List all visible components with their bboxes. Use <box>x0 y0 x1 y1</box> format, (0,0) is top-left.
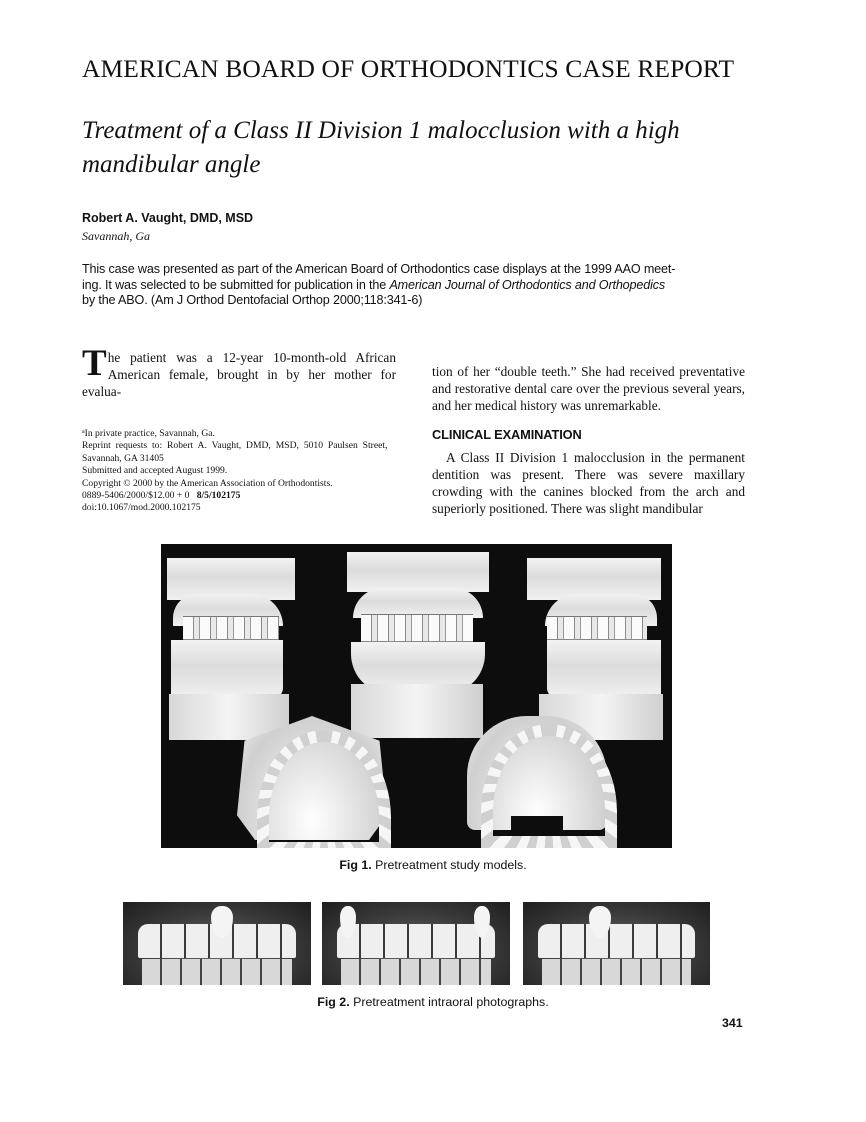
upper-teeth <box>337 924 495 958</box>
footnote-submitted: Submitted and accepted August 1999. <box>82 465 228 477</box>
footnotes <box>82 426 398 515</box>
right-buccal-photo <box>123 902 311 985</box>
journal-name: American Journal of Orthodontics and Orthopedics <box>389 277 666 292</box>
footnote-issn: 0889-5406/2000/$12.00 + 0 8/5/102175 <box>82 490 241 502</box>
figure-1-study-models <box>161 544 672 848</box>
drop-cap: T <box>82 343 107 384</box>
continuation-paragraph: tion of her “double teeth.” She had received preventative and restorative dental care over the previous several years, and her medical history was unremarkable. <box>432 364 745 413</box>
lower-teeth <box>341 959 491 985</box>
footnote-reprint-line-1: Reprint requests to: Robert A. Vaught, DMD, MSD, 5010 Paulsen Street, <box>82 440 388 452</box>
frontal-photo <box>322 902 510 985</box>
figure-1-caption: Fig 1. Pretreatment study models. <box>339 858 527 872</box>
right-column-text <box>432 363 745 517</box>
footnote-reprint-line-2: Savannah, GA 31405 <box>82 452 164 464</box>
author-name: Robert A. Vaught, DMD, MSD <box>82 211 254 225</box>
upper-teeth <box>538 924 695 958</box>
abstract <box>82 262 722 309</box>
abstract-line-2: ing. It was selected to be submitted for publication in the American Journal of Orthodontics and Orthopedics <box>82 277 666 292</box>
footnote-doi: doi:10.1067/mod.2000.102175 <box>82 502 201 514</box>
footnote-copyright: Copyright © 2000 by the American Association of Orthodontists. <box>82 477 333 489</box>
abstract-line-1: This case was presented as part of the American Board of Orthodontics case displays at the 1999 AAO meet- <box>82 262 676 276</box>
clinical-examination-paragraph: A Class II Division 1 malocclusion in the permanent dentition was present. There was severe maxillary crowding with the canines blocked from the arch and superiorly positioned. There was slight mandibular <box>432 450 745 516</box>
author-location: Savannah, Ga <box>82 229 150 243</box>
article-title-line-1: Treatment of a Class II Division 1 malocclusion with a high <box>82 117 680 144</box>
abstract-line-3: by the ABO. (Am J Orthod Dentofacial Orthop 2000;118:341-6) <box>82 293 423 307</box>
journal-section-header: AMERICAN BOARD OF ORTHODONTICS CASE REPORT <box>82 54 735 83</box>
section-heading-clinical-examination: CLINICAL EXAMINATION <box>432 427 582 442</box>
article-title-line-2: mandibular angle <box>82 151 261 178</box>
footnote-affiliation: $^a$In private practice, Savannah, Ga. <box>82 428 215 439</box>
figure-2-caption: Fig 2. Pretreatment intraoral photographs. <box>317 995 549 1009</box>
left-column-text <box>82 343 396 400</box>
intro-paragraph: he patient was a 12-year 10-month-old African American female, brought in by her mother for evalua- <box>82 350 396 399</box>
article-title <box>82 114 742 182</box>
left-buccal-photo <box>523 902 710 985</box>
page-number: 341 <box>722 1016 743 1030</box>
lower-teeth <box>142 959 292 985</box>
lower-teeth <box>542 959 692 985</box>
